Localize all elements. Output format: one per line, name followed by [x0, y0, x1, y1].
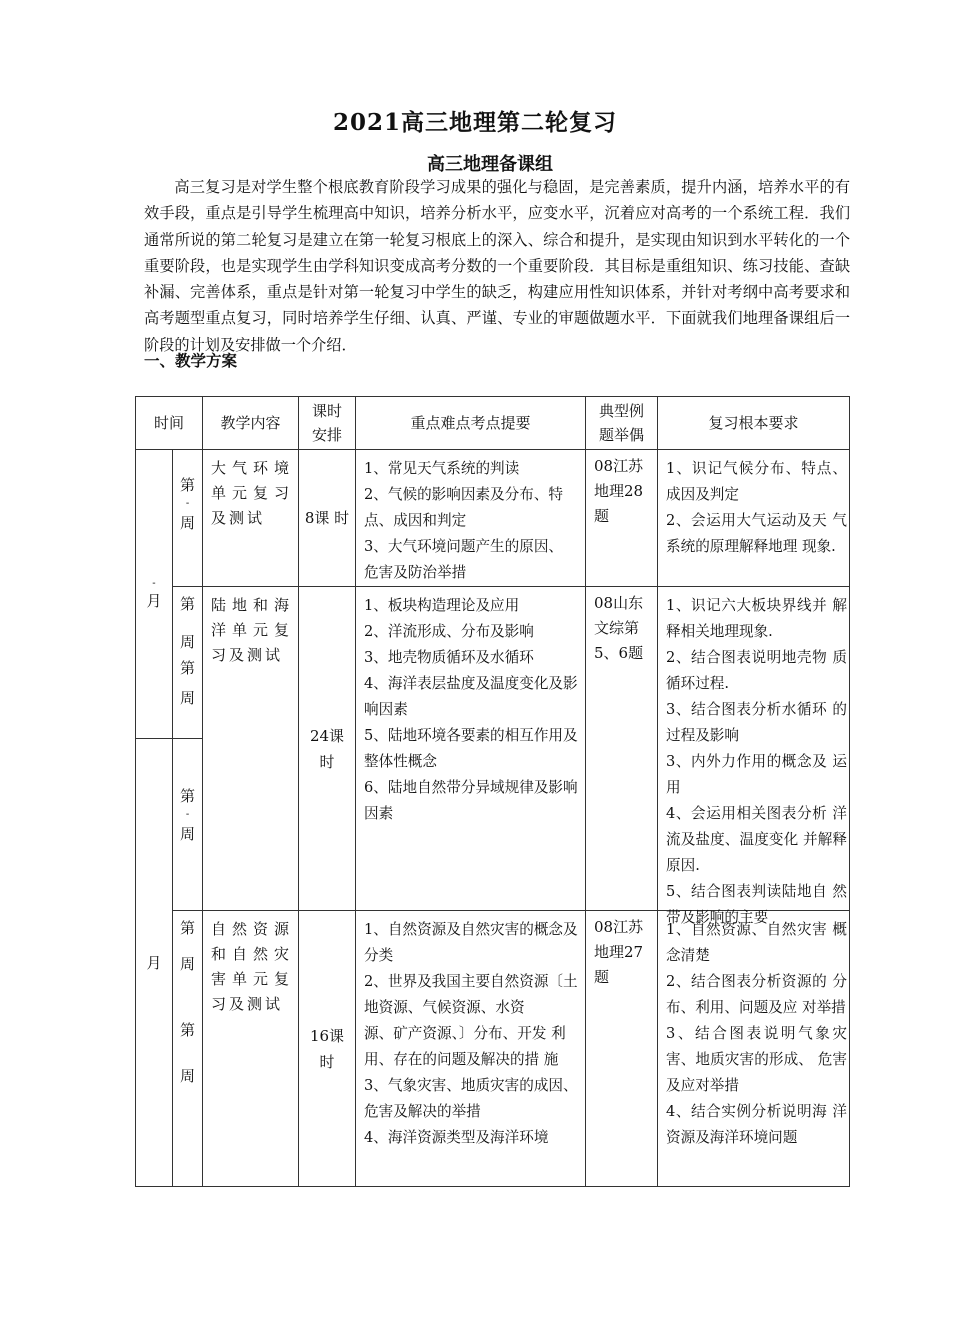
week-label: 第 — [180, 476, 196, 494]
example-cell-land-ocean: 08山东文综第5、6题 — [586, 587, 658, 911]
point-item: 4、海洋表层盐度及温度变化及影响因素 — [364, 675, 578, 718]
week-label: 周 — [180, 955, 196, 973]
points-cell-resources — [356, 911, 586, 1187]
week-cell-1 — [173, 450, 203, 587]
hours-cell-atmosphere: 8课 时 — [299, 450, 356, 587]
requirement-item: 3、结合图表说明气象灾 害、地质灾害的形成、 危害及应对举措 — [666, 1025, 848, 1094]
requirement-item: 2、结合图表说明地壳物 质循环过程. — [666, 649, 848, 692]
requirement-item: 3、内外力作用的概念及 运用 — [666, 753, 848, 796]
week-label: 第 — [180, 787, 196, 805]
content-cell-resources: 自然资源和自然灾害单元复习及测试 — [203, 911, 299, 1187]
document-subtitle: 高三地理备课组 — [427, 154, 553, 175]
requirement-item: 4、结合实例分析说明海 洋资源及海洋环境问题 — [666, 1103, 848, 1146]
point-item: 3、气象灾害、地质灾害的成因、危害及解决的举措 — [364, 1077, 578, 1120]
point-item: 3、大气环境问题产生的原因、 危害及防治举措 — [364, 538, 564, 581]
points-cell-land-ocean — [356, 587, 586, 911]
point-item: 2、世界及我国主要自然资源〔土地资源、气候资源、水资 — [364, 973, 578, 1016]
requirement-item: 2、会运用大气运动及天 气系统的原理解释地理 现象. — [666, 512, 848, 555]
point-item: 6、陆地自然带分异域规律及影响因素 — [364, 779, 578, 822]
section-heading: 一、教学方案 — [144, 351, 238, 370]
point-item: 3、地壳物质循环及水循环 — [364, 649, 534, 666]
week-cell-4 — [173, 911, 203, 1187]
header-hours: 课时安排 — [299, 397, 356, 450]
example-cell-resources: 08江苏地理27题 — [586, 911, 658, 1187]
point-item: 源、矿产资源、〕分布、开发 利用、存在的问题及解决的措 施 — [364, 1025, 566, 1068]
point-item: 5、陆地环境各要素的相互作用及整体性概念 — [364, 727, 578, 770]
month-cell-1 — [136, 450, 173, 739]
requirement-item: 3、结合图表分析水循环 的过程及影响 — [666, 701, 848, 744]
point-item: 4、海洋资源类型及海洋环境 — [364, 1129, 549, 1146]
requirement-item: 1、识记气候分布、特点、 成因及判定 — [666, 460, 848, 503]
table-row — [136, 450, 850, 587]
week-label: 周 — [180, 689, 196, 707]
requirements-cell-atmosphere — [658, 450, 850, 587]
week-label: 第 — [180, 1021, 196, 1039]
week-label: 周 — [180, 825, 196, 843]
requirements-cell-resources — [658, 911, 850, 1187]
point-item: 1、常见天气系统的判读 — [364, 460, 520, 477]
hours-cell-land-ocean: 24课时 — [299, 587, 356, 911]
month-label: 月 — [146, 954, 162, 972]
header-requirements: 复习根本要求 — [658, 397, 850, 450]
point-item: 2、洋流形成、分布及影响 — [364, 623, 534, 640]
header-time: 时间 — [136, 397, 203, 450]
week-label: 周 — [180, 514, 196, 532]
intro-paragraph-block — [144, 174, 850, 358]
week-label: 第 — [180, 919, 196, 937]
month-cell-2 — [136, 739, 173, 1187]
requirement-item: 1、自然资源、自然灾害 概念清楚 — [666, 921, 848, 964]
example-cell-atmosphere: 08江苏地理28题 — [586, 450, 658, 587]
table-header-row — [136, 397, 850, 450]
table-row — [136, 587, 850, 739]
content-cell-atmosphere: 大气环境单元复习及测试 — [203, 450, 299, 587]
week-label: 第 — [180, 595, 196, 613]
content-cell-land-ocean: 陆地和海洋单元复习及测试 — [203, 587, 299, 911]
week-label: 第 — [180, 659, 196, 677]
intro-paragraph: 高三复习是对学生整个根底教育阶段学习成果的强化与稳固，是完善素质，提升内涵，培养水平的有效手段，重点是引导学生梳理高中知识，培养分析水平，应变水平，沉着应对高考的一个系统工程．我们通常所说的第二轮复习是建立在第一轮复习根底上的深入、综合和提升，是实现由知识到水平转化的一个重要阶段，也是实现学生由学科知识变成高考分数的一个重要阶段．其目标是重组知识、练习技能、查缺补漏、完善体系，重点是针对第一轮复习中学生的缺乏，构建应用性知识体系，并针对考纲中高考要求和高考题型重点复习，同时培养学生仔细、认真、严谨、专业的审题做题水平．下面就我们地理备课组后一阶段的计划及安排做一个介绍． — [144, 178, 850, 354]
week-label: 周 — [180, 633, 196, 651]
teaching-plan-table — [135, 396, 850, 1187]
point-item: 2、气候的影响因素及分布、特点、成因和判定 — [364, 486, 564, 529]
requirement-item: 5、结合图表判读陆地自 然带及影响的主要 — [666, 883, 848, 926]
header-points: 重点难点考点提要 — [356, 397, 586, 450]
document-title: 2021高三地理第二轮复习 — [332, 109, 617, 136]
month-label: 月 — [146, 591, 162, 610]
week-label: 周 — [180, 1067, 196, 1085]
week-dash: - — [185, 809, 190, 820]
week-cell-2 — [173, 587, 203, 739]
point-item: 1、自然资源及自然灾害的概念及分类 — [364, 921, 578, 964]
table-row — [136, 911, 850, 1187]
requirement-item: 4、会运用相关图表分析 洋流及盐度、温度变化 并解释原因. — [666, 805, 848, 874]
requirements-cell-land-ocean — [658, 587, 850, 926]
requirement-item: 1、识记六大板块界线并 解释相关地理现象. — [666, 597, 848, 640]
week-dash: - — [185, 498, 190, 509]
header-example: 典型例题举偶 — [586, 397, 658, 450]
hours-cell-resources: 16课时 — [299, 911, 356, 1187]
point-item: 1、板块构造理论及应用 — [364, 597, 520, 614]
week-cell-3 — [173, 739, 203, 911]
month-dash: - — [152, 577, 156, 589]
points-cell-atmosphere — [356, 450, 586, 587]
header-content: 教学内容 — [203, 397, 299, 450]
requirement-item: 2、结合图表分析资源的 分布、利用、问题及应 对举措 — [666, 973, 848, 1016]
